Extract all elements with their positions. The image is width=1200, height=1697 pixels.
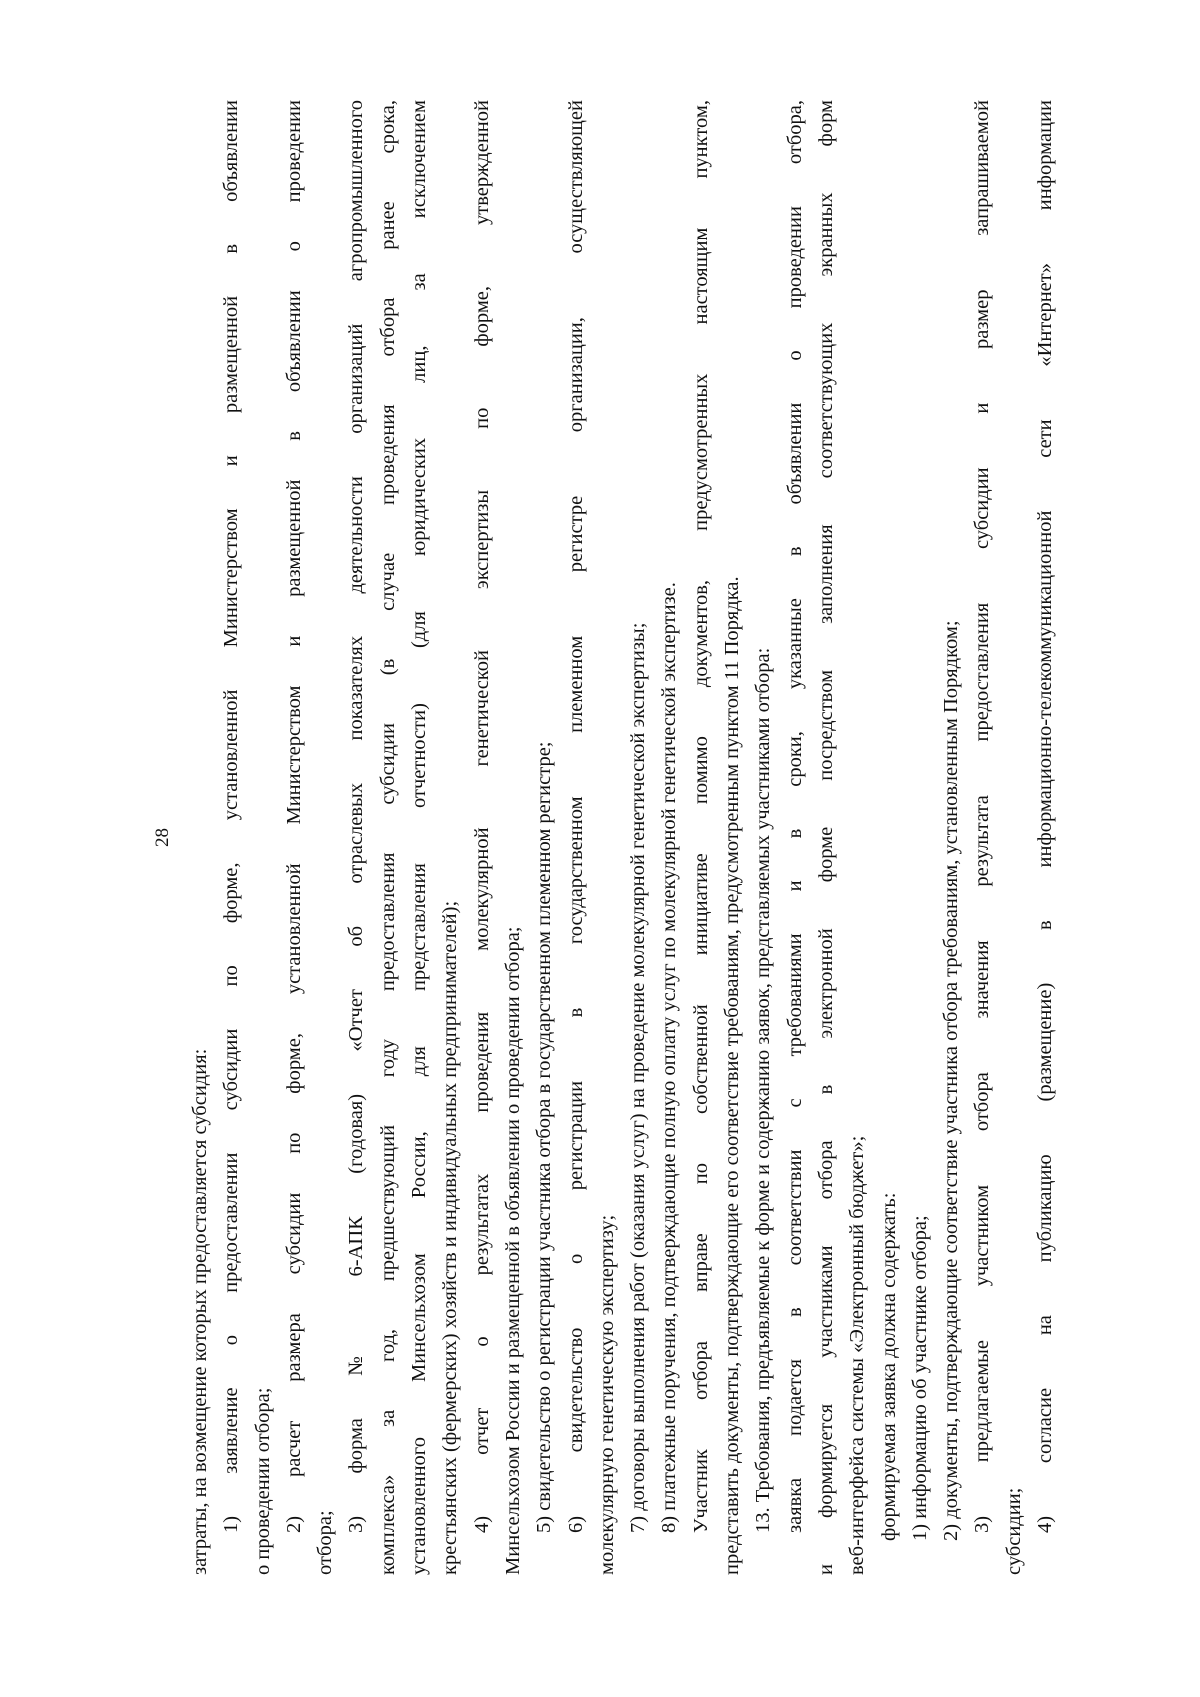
text-line: заявка подается в соответствии с требованиями и в сроки, указанные в объявлении о проведении отбора,	[783, 100, 806, 1533]
text-line: 5) свидетельство о регистрации участника отбора в государственном племенном регистре;	[533, 741, 556, 1533]
text-line: веб-интерфейса системы «Электронный бюджет»;	[846, 1135, 869, 1575]
text-line: 1) заявление о предоставлении субсидии по форме, установленной Министерством и размещенной в объявлении	[220, 100, 243, 1533]
text-line: представить документы, подтверждающие его соответствие требованиям, предусмотренным пунктом 11 Порядка.	[721, 576, 744, 1575]
text-line: 8) платежные поручения, подтверждающие полную оплату услуг по молекулярной генетической экспертизе.	[658, 582, 681, 1533]
text-line: 4) отчет о результатах проведения молекулярной генетической экспертизы по форме, утвержденной	[470, 100, 493, 1533]
text-line: Участник отбора вправе по собственной инициативе помимо документов, предусмотренных настоящим пунктом,	[689, 100, 712, 1533]
text-line: 6) свидетельство о регистрации в государственном племенном регистре организации, осуществляющей	[564, 100, 587, 1533]
text-line: Минсельхозом России и размещенной в объявлении о проведении отбора;	[501, 926, 524, 1575]
text-line: 2) расчет размера субсидии по форме, установленной Министерством и размещенной в объявлении о проведении	[282, 100, 305, 1533]
page-number: 28	[152, 828, 173, 847]
text-line: формируемая заявка должна содержать:	[877, 1192, 900, 1541]
text-line: 13. Требования, предъявляемые к форме и содержанию заявок, представляемых участниками отбора:	[752, 647, 775, 1533]
text-line: 4) согласие на публикацию (размещение) в информационно-телекоммуникационной сети «Интернет» информации	[1034, 100, 1057, 1533]
text-line: молекулярную генетическую экспертизу;	[595, 1214, 618, 1575]
text-line: 1) информацию об участнике отбора;	[908, 1215, 931, 1541]
text-line: комплекса» за год, предшествующий году предоставления субсидии (в случае проведения отбора ранее срока,	[376, 100, 399, 1575]
text-line: 2) документы, подтверждающие соответствие участника отбора требованиям, установленным Порядком;	[940, 620, 963, 1541]
rotated-text-block	[152, 100, 1061, 1575]
text-line: 3) форма № 6-АПК (годовая) «Отчет об отраслевых показателях деятельности организаций агропромышленного	[345, 100, 368, 1533]
text-line: отбора;	[314, 1510, 337, 1575]
text-line: 7) договоры выполнения работ (оказания услуг) на проведение молекулярной генетической экспертизы;	[627, 622, 650, 1533]
text-line: субсидии;	[1002, 1487, 1025, 1575]
text-line: 3) предлагаемые участником отбора значения результата предоставления субсидии и размер запрашиваемой	[971, 100, 994, 1533]
text-line: затраты, на возмещение которых предоставляется субсидия:	[189, 1048, 211, 1575]
text-lines	[185, 100, 1061, 1575]
text-line: о проведении отбора;	[251, 1387, 274, 1575]
text-line: крестьянских (фермерских) хозяйств и индивидуальных предпринимателей);	[439, 900, 462, 1575]
text-line: установленного Минсельхозом России, для представления отчетности) (для юридических лиц, за исключением	[408, 100, 431, 1575]
text-line: и формируется участниками отбора в электронной форме посредством заполнения соответствующих экранных форм	[814, 100, 837, 1575]
